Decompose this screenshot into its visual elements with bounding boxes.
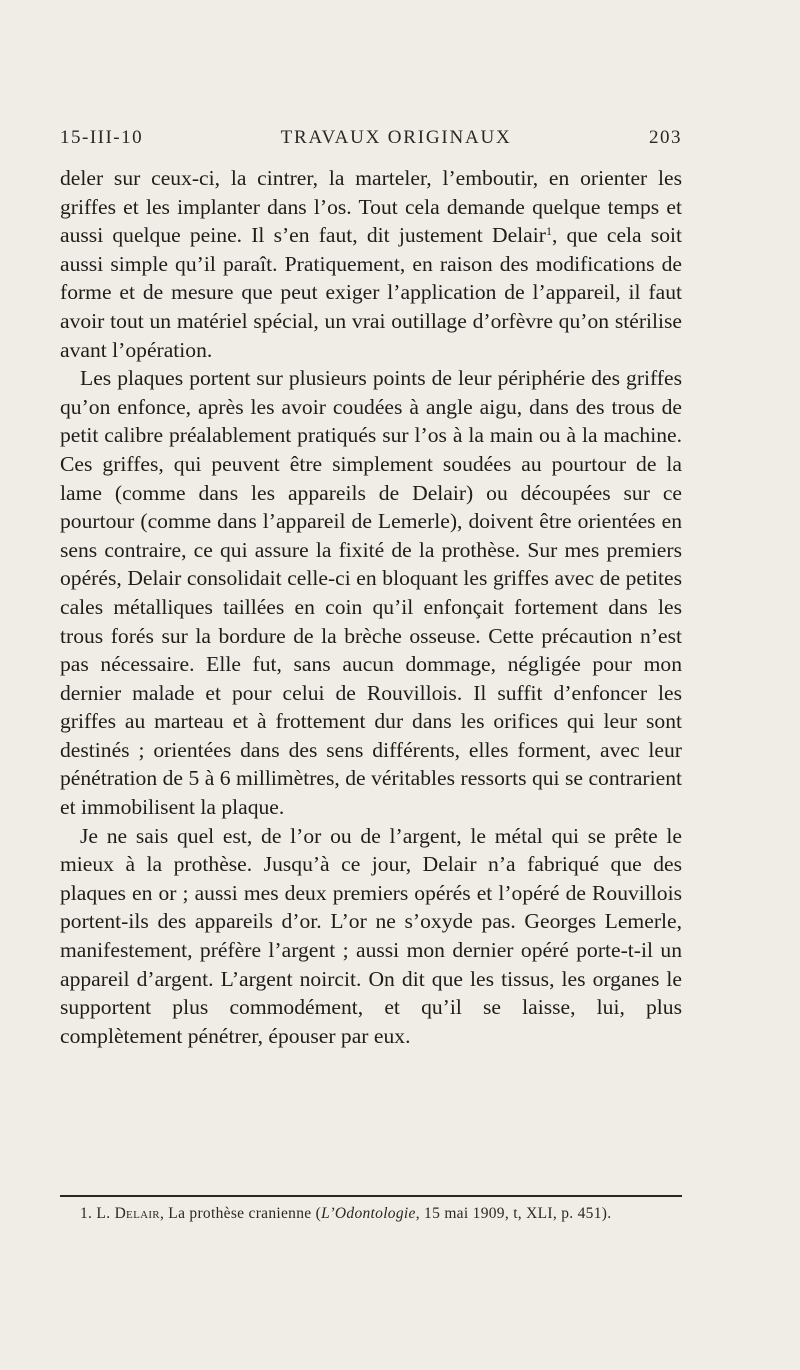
paragraph-1 [60, 164, 682, 364]
footnote-journal: L’Odontologie [321, 1205, 416, 1222]
footnote-number: 1. [80, 1205, 93, 1222]
header-date: 15-III-10 [60, 127, 144, 148]
paragraph-1-text-b: , que cela soit aussi simple qu’il paraît. Pratiquement, en raison des modifications de forme et de mesure que peut exiger l’application de l’appareil, il faut avoir tout un matériel spécial, un vrai outillage d’orfèvre qu’on stérilise avant l’opération. [60, 223, 682, 362]
footnote-reference[interactable]: 1 [545, 224, 552, 239]
paragraph-1-text-a: deler sur ceux-ci, la cintrer, la marteler, l’emboutir, en orienter les griffes et les implanter dans l’os. Tout cela demande quelque temps et aussi quelque peine. Il s’en faut, dit justement Delair [60, 166, 682, 248]
running-header [60, 127, 682, 149]
footnote-author: Delair [114, 1205, 160, 1222]
paragraph-3: Je ne sais quel est, de l’or ou de l’argent, le métal qui se prête le mieux à la prothèse. Jusqu’à ce jour, Delair n’a fabriqué que des plaques en or ; aussi mes deux premiers opérés et l’opéré de Rouvillois portent-ils des appareils d’or. L’or ne s’oxyde pas. Georges Lemerle, manifestement, préfère l’argent ; aussi mon dernier opéré porte-t-il un appareil d’argent. L’argent noircit. On dit que les tissus, les organes le supportent plus commodément, et qu’il se laisse, lui, plus complètement pénétrer, épouser par eux. [60, 823, 682, 1048]
header-title: TRAVAUX ORIGINAUX [280, 127, 512, 148]
footnote [80, 1204, 680, 1224]
footnote-title: , La prothèse cranienne ( [159, 1205, 322, 1222]
footnote-initial: L. [96, 1205, 111, 1222]
footnote-ref: , 15 mai 1909, t, XLI, p. 451). [415, 1205, 612, 1222]
footnote-divider [60, 1195, 682, 1197]
body-text [60, 164, 682, 1050]
paragraph-2: Les plaques portent sur plusieurs points de leur périphérie des griffes qu’on enfonce, après les avoir coudées à angle aigu, dans des trous de petit calibre préalablement pratiqués sur l’os à la main ou à la machine. Ces griffes, qui peuvent être simplement soudées au pourtour de la lame (comme dans les appareils de Delair) ou découpées sur ce pourtour (comme dans l’appareil de Lemerle), doivent être orientées en sens contraire, ce qui assure la fixité de la prothèse. Sur mes premiers opérés, Delair consolidait celle-ci en bloquant les griffes avec de petites cales métalliques taillées en coin qu’il enfonçait fortement dans les trous forés sur la bordure de la brèche osseuse. Cette précaution n’est pas nécessaire. Elle fut, sans aucun dommage, négligée pour mon dernier malade et pour celui de Rouvillois. Il suffit d’enfoncer les griffes au marteau et à frottement dur dans les orifices qui leur sont destinés ; orientées dans des sens différents, elles forment, avec leur pénétration de 5 à 6 millimètres, de véritables ressorts qui se contrarient et immobilisent la plaque. [60, 366, 682, 820]
page-number: 203 [648, 127, 682, 148]
